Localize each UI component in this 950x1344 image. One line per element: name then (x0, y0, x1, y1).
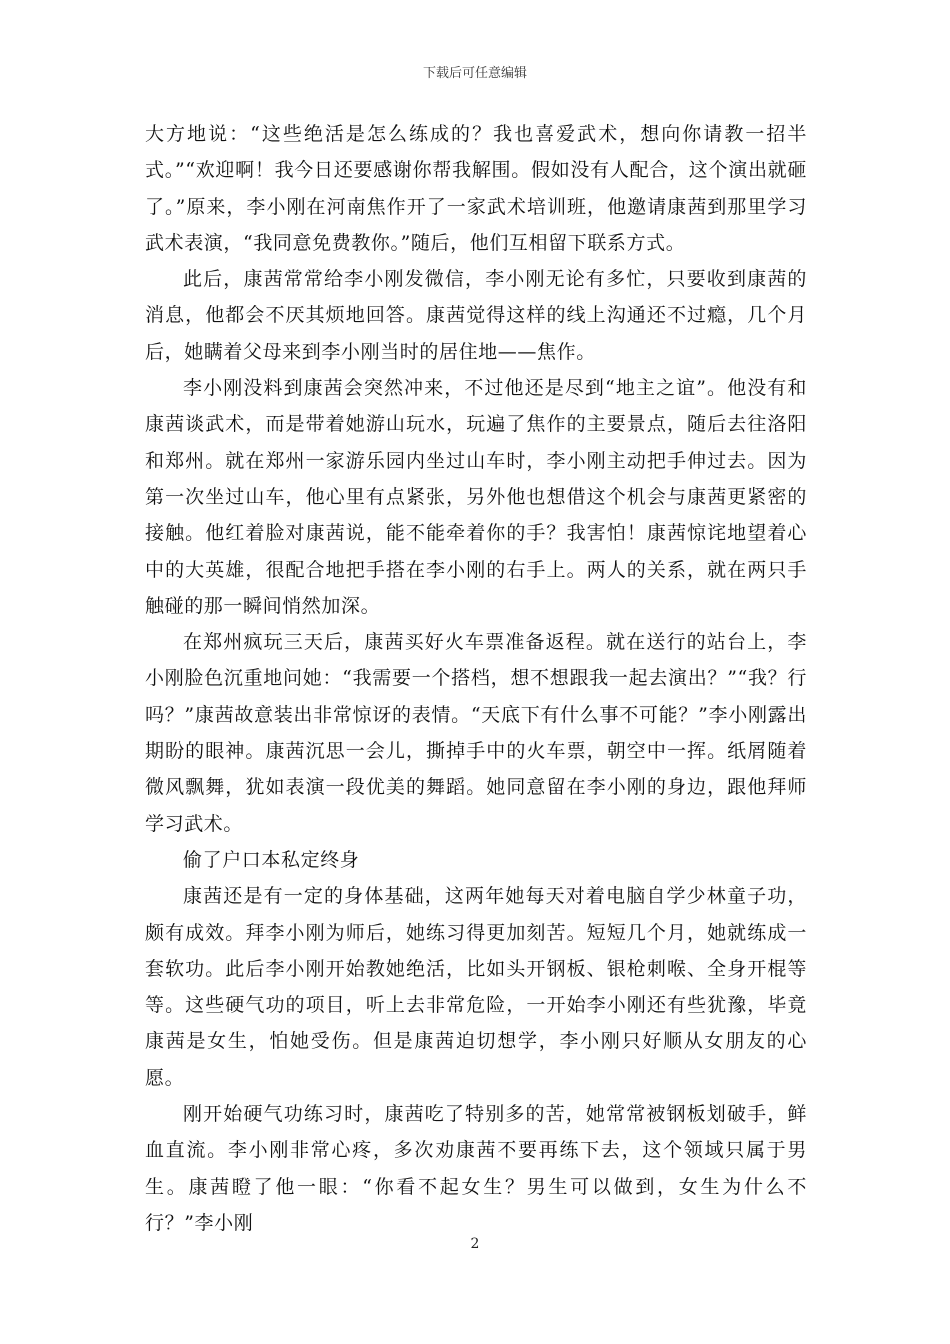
page-header-watermark: 下载后可任意编辑 (422, 66, 527, 81)
paragraph-6: 刚开始硬气功练习时，康茜吃了特别多的苦，她常常被钢板划破手，鲜血直流。李小刚非常心疼，多次劝康茜不要再练下去，这个领域只属于男生。康茜瞪了他一眼：“你看不起女生？男生可以做到，女生为什么不行？”李小刚 (145, 1103, 807, 1234)
paragraph-4: 在郑州疯玩三天后，康茜买好火车票准备返程。就在送行的站台上，李小刚脸色沉重地问她：“我需要一个搭档，想不想跟我一起去演出？”“我？行吗？”康茜故意装出非常惊讶的表情。“天底下有什么事不可能？”李小刚露出期盼的眼神。康茜沉思一会儿，撕掉手中的火车票，朝空中一挥。纸屑随着微风飘舞，犹如表演一段优美的舞蹈。她同意留在李小刚的身边，跟他拜师学习武术。 (145, 631, 807, 835)
paragraph-2: 此后，康茜常常给李小刚发微信，李小刚无论有多忙，只要收到康茜的消息，他都会不厌其烦地回答。康茜觉得这样的线上沟通还不过瘾，几个月后，她瞒着父母来到李小刚当时的居住地——焦作。 (145, 268, 807, 363)
paragraph-5: 康茜还是有一定的身体基础，这两年她每天对着电脑自学少林童子功，颇有成效。拜李小刚为师后，她练习得更加刻苦。短短几个月，她就练成一套软功。此后李小刚开始教她绝活，比如头开钢板、银枪刺喉、全身开棍等等。这些硬气功的项目，听上去非常危险，一开始李小刚还有些犹豫，毕竟康茜是女生，怕她受伤。但是康茜迫切想学，李小刚只好顺从女朋友的心愿。 (145, 885, 807, 1089)
paragraph-1: 大方地说：“这些绝活是怎么练成的？我也喜爱武术，想向你请教一招半式。”“欢迎啊！我今日还要感谢你帮我解围。假如没有人配合，这个演出就砸了。”原来，李小刚在河南焦作开了一家武术培训班，他邀请康茜到那里学习武术表演，“我同意免费教你。”随后，他们互相留下联系方式。 (145, 123, 807, 254)
page-number: 2 (470, 1236, 480, 1252)
section-heading: 偷了户口本私定终身 (183, 848, 360, 871)
paragraph-3: 李小刚没料到康茜会突然冲来，不过他还是尽到“地主之谊”。他没有和康茜谈武术，而是带着她游山玩水，玩遍了焦作的主要景点，随后去往洛阳和郑州。就在郑州一家游乐园内坐过山车时，李小刚主动把手伸过去。因为第一次坐过山车，他心里有点紧张，另外他也想借这个机会与康茜更紧密的接触。他红着脸对康茜说，能不能牵着你的手？我害怕！康茜惊诧地望着心中的大英雄，很配合地把手搭在李小刚的右手上。两人的关系，就在两只手触碰的那一瞬间悄然加深。 (145, 377, 807, 617)
body-text (145, 116, 807, 1241)
